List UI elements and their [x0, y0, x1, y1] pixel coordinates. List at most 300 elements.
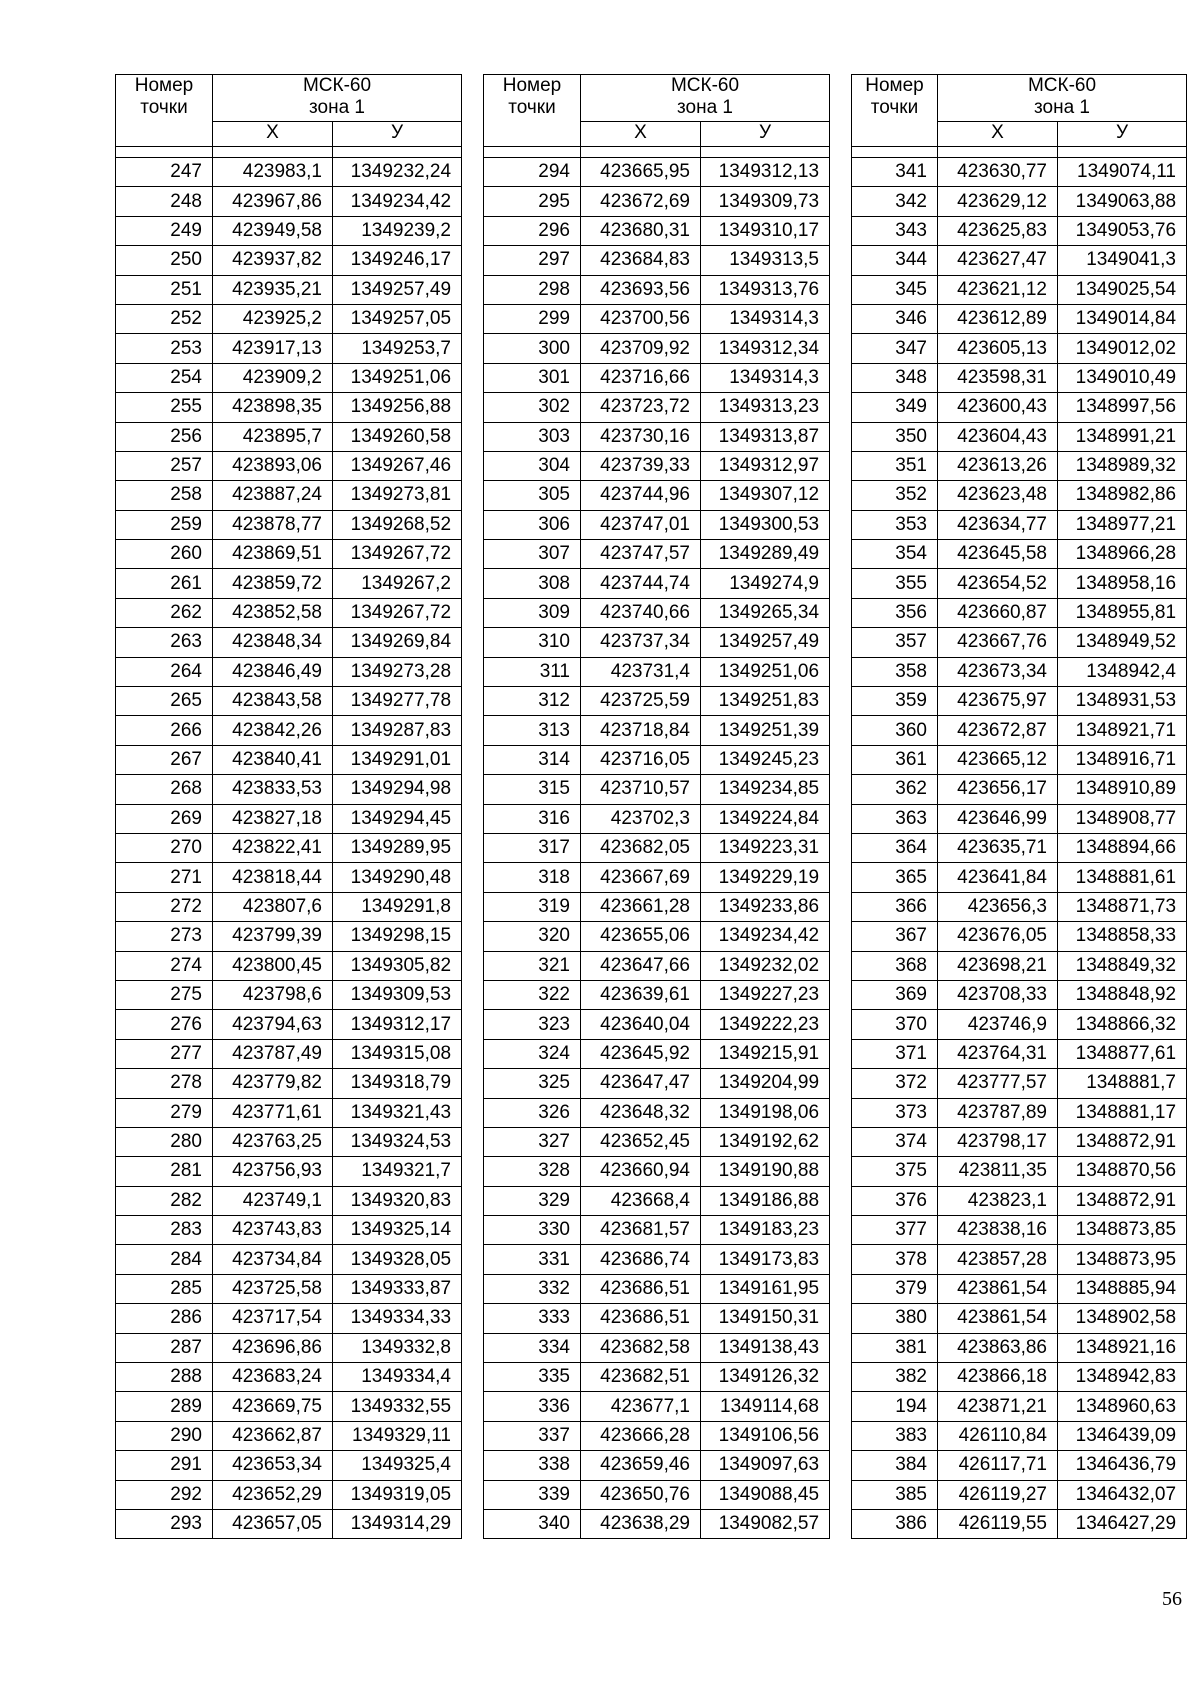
y-coord-cell: 1349234,42 [701, 922, 830, 951]
x-coord-cell: 423857,28 [938, 1245, 1058, 1274]
table-row [116, 1421, 462, 1450]
point-number-cell: 253 [116, 334, 213, 363]
y-coord-cell: 1348848,92 [1058, 980, 1187, 1009]
x-coord-cell: 423665,95 [581, 158, 701, 187]
y-coord-cell: 1348966,28 [1058, 540, 1187, 569]
y-coord-cell: 1349074,11 [1058, 158, 1187, 187]
point-number-cell: 334 [484, 1333, 581, 1362]
y-coord-cell: 1349324,53 [333, 1127, 462, 1156]
y-coord-cell: 1348908,77 [1058, 804, 1187, 833]
x-coord-cell: 423967,86 [213, 187, 333, 216]
x-coord-cell: 423656,17 [938, 775, 1058, 804]
y-coord-cell: 1349192,62 [701, 1127, 830, 1156]
x-coord-cell: 423660,94 [581, 1157, 701, 1186]
x-coord-cell: 423652,45 [581, 1127, 701, 1156]
x-coord-cell: 423604,43 [938, 422, 1058, 451]
y-coord-cell: 1348870,56 [1058, 1157, 1187, 1186]
coords-table-2 [483, 74, 830, 1539]
point-number-cell: 347 [852, 334, 938, 363]
x-coord-cell: 423641,84 [938, 863, 1058, 892]
table-row [116, 833, 462, 862]
y-coord-cell: 1349245,23 [701, 745, 830, 774]
table-row [484, 1392, 830, 1421]
x-coord-cell: 423640,04 [581, 1010, 701, 1039]
point-number-cell: 314 [484, 745, 581, 774]
table-row [852, 187, 1187, 216]
x-coord-cell: 423744,74 [581, 569, 701, 598]
table-row [852, 716, 1187, 745]
y-coord-cell: 1349300,53 [701, 510, 830, 539]
point-number-cell: 194 [852, 1392, 938, 1421]
x-coord-cell: 423787,89 [938, 1098, 1058, 1127]
y-coord-cell: 1349257,49 [701, 628, 830, 657]
point-number-cell: 287 [116, 1333, 213, 1362]
point-number-cell: 280 [116, 1127, 213, 1156]
y-coord-cell: 1348872,91 [1058, 1186, 1187, 1215]
point-number-cell: 331 [484, 1245, 581, 1274]
table-row [852, 833, 1187, 862]
y-coord-cell: 1349063,88 [1058, 187, 1187, 216]
x-coord-cell: 423680,31 [581, 216, 701, 245]
y-coord-cell: 1349329,11 [333, 1421, 462, 1450]
point-number-cell: 318 [484, 863, 581, 892]
coords-table-3 [851, 74, 1187, 1539]
table-row [116, 1274, 462, 1303]
x-coord-cell: 423798,6 [213, 980, 333, 1009]
y-coord-cell: 1349321,43 [333, 1098, 462, 1127]
y-coord-cell: 1349290,48 [333, 863, 462, 892]
y-coord-cell: 1349251,06 [333, 363, 462, 392]
point-number-cell: 345 [852, 275, 938, 304]
point-number-cell: 269 [116, 804, 213, 833]
x-coord-cell: 423744,96 [581, 481, 701, 510]
y-coord-cell: 1349267,46 [333, 451, 462, 480]
x-coord-cell: 423675,97 [938, 687, 1058, 716]
x-coord-cell: 423730,16 [581, 422, 701, 451]
x-coord-cell: 423840,41 [213, 745, 333, 774]
point-number-cell: 386 [852, 1509, 938, 1538]
y-coord-cell: 1349251,83 [701, 687, 830, 716]
point-number-cell: 341 [852, 158, 938, 187]
y-coord-cell: 1349224,84 [701, 804, 830, 833]
point-number-cell: 307 [484, 540, 581, 569]
y-coord-cell: 1348921,71 [1058, 716, 1187, 745]
table-row [852, 275, 1187, 304]
point-number-cell: 276 [116, 1010, 213, 1039]
table-row [852, 687, 1187, 716]
table-row [484, 951, 830, 980]
x-coord-cell: 423639,61 [581, 980, 701, 1009]
y-coord-cell: 1348977,21 [1058, 510, 1187, 539]
y-coord-cell: 1348960,63 [1058, 1392, 1187, 1421]
point-number-cell: 247 [116, 158, 213, 187]
x-coord-cell: 423747,57 [581, 540, 701, 569]
table-row [116, 1304, 462, 1333]
header-x: X [213, 122, 333, 147]
table-row [852, 481, 1187, 510]
x-coord-cell: 423682,58 [581, 1333, 701, 1362]
table-row [116, 1333, 462, 1362]
x-coord-cell: 423749,1 [213, 1186, 333, 1215]
point-number-cell: 319 [484, 892, 581, 921]
table-row [484, 775, 830, 804]
table-row [852, 363, 1187, 392]
point-number-cell: 365 [852, 863, 938, 892]
x-coord-cell: 423723,72 [581, 393, 701, 422]
table-row [484, 892, 830, 921]
x-coord-cell: 423764,31 [938, 1039, 1058, 1068]
table-row [852, 657, 1187, 686]
y-coord-cell: 1348982,86 [1058, 481, 1187, 510]
table-row [116, 922, 462, 951]
x-coord-cell: 423771,61 [213, 1098, 333, 1127]
y-coord-cell: 1346436,79 [1058, 1451, 1187, 1480]
x-coord-cell: 423846,49 [213, 657, 333, 686]
x-coord-cell: 423718,84 [581, 716, 701, 745]
x-coord-cell: 423827,18 [213, 804, 333, 833]
header-coord-system: МСК-60 зона 1 [213, 75, 462, 122]
y-coord-cell: 1349256,88 [333, 393, 462, 422]
header-point-number: Номер точки [852, 75, 938, 147]
x-coord-cell: 423605,13 [938, 334, 1058, 363]
x-coord-cell: 423739,33 [581, 451, 701, 480]
x-coord-cell: 423645,58 [938, 540, 1058, 569]
y-coord-cell: 1349334,33 [333, 1304, 462, 1333]
point-number-cell: 362 [852, 775, 938, 804]
point-number-cell: 286 [116, 1304, 213, 1333]
point-number-cell: 353 [852, 510, 938, 539]
table-row [852, 1480, 1187, 1509]
table-row [852, 158, 1187, 187]
table-row [116, 304, 462, 333]
table-row [484, 481, 830, 510]
x-coord-cell: 423763,25 [213, 1127, 333, 1156]
x-coord-cell: 423787,49 [213, 1039, 333, 1068]
x-coord-cell: 423716,05 [581, 745, 701, 774]
x-coord-cell: 423937,82 [213, 246, 333, 275]
coords-table-1 [115, 74, 462, 1539]
header-y: У [333, 122, 462, 147]
table-row [484, 1480, 830, 1509]
point-number-cell: 382 [852, 1363, 938, 1392]
table-row [852, 1186, 1187, 1215]
y-coord-cell: 1349114,68 [701, 1392, 830, 1421]
point-number-cell: 284 [116, 1245, 213, 1274]
table-row [484, 216, 830, 245]
x-coord-cell: 423799,39 [213, 922, 333, 951]
y-coord-cell: 1348949,52 [1058, 628, 1187, 657]
table-row [484, 275, 830, 304]
table-row [484, 1509, 830, 1538]
y-coord-cell: 1348872,91 [1058, 1127, 1187, 1156]
point-number-cell: 363 [852, 804, 938, 833]
table-row [852, 892, 1187, 921]
point-number-cell: 367 [852, 922, 938, 951]
x-coord-cell: 423700,56 [581, 304, 701, 333]
point-number-cell: 370 [852, 1010, 938, 1039]
x-coord-cell: 423646,99 [938, 804, 1058, 833]
table-row [484, 804, 830, 833]
y-coord-cell: 1349268,52 [333, 510, 462, 539]
y-coord-cell: 1348942,83 [1058, 1363, 1187, 1392]
x-coord-cell: 423798,17 [938, 1127, 1058, 1156]
y-coord-cell: 1349257,05 [333, 304, 462, 333]
point-number-cell: 381 [852, 1333, 938, 1362]
x-coord-cell: 423686,74 [581, 1245, 701, 1274]
point-number-cell: 325 [484, 1069, 581, 1098]
point-number-cell: 259 [116, 510, 213, 539]
y-coord-cell: 1348931,53 [1058, 687, 1187, 716]
table-row [116, 422, 462, 451]
point-number-cell: 384 [852, 1451, 938, 1480]
table-row [116, 510, 462, 539]
table-row [484, 1451, 830, 1480]
table-row [116, 1157, 462, 1186]
x-coord-cell: 423613,26 [938, 451, 1058, 480]
x-coord-cell: 423638,29 [581, 1509, 701, 1538]
x-coord-cell: 423612,89 [938, 304, 1058, 333]
y-coord-cell: 1349312,34 [701, 334, 830, 363]
y-coord-cell: 1349233,86 [701, 892, 830, 921]
x-coord-cell: 423650,76 [581, 1480, 701, 1509]
x-coord-cell: 423630,77 [938, 158, 1058, 187]
table-row [484, 246, 830, 275]
x-coord-cell: 423935,21 [213, 275, 333, 304]
point-number-cell: 333 [484, 1304, 581, 1333]
y-coord-cell: 1349232,24 [333, 158, 462, 187]
table-row [116, 892, 462, 921]
y-coord-cell: 1349314,3 [701, 304, 830, 333]
y-coord-cell: 1349294,98 [333, 775, 462, 804]
x-coord-cell: 423833,53 [213, 775, 333, 804]
point-number-cell: 295 [484, 187, 581, 216]
x-coord-cell: 423731,4 [581, 657, 701, 686]
point-number-cell: 312 [484, 687, 581, 716]
table-row [484, 1216, 830, 1245]
table-row [116, 481, 462, 510]
x-coord-cell: 423629,12 [938, 187, 1058, 216]
x-coord-cell: 423909,2 [213, 363, 333, 392]
table-row [484, 422, 830, 451]
point-number-cell: 339 [484, 1480, 581, 1509]
point-number-cell: 323 [484, 1010, 581, 1039]
point-number-cell: 350 [852, 422, 938, 451]
y-coord-cell: 1349289,95 [333, 833, 462, 862]
table-row [116, 598, 462, 627]
x-coord-cell: 423709,92 [581, 334, 701, 363]
point-number-cell: 252 [116, 304, 213, 333]
y-coord-cell: 1348997,56 [1058, 393, 1187, 422]
x-coord-cell: 423647,47 [581, 1069, 701, 1098]
x-coord-cell: 423600,43 [938, 393, 1058, 422]
y-coord-cell: 1349313,76 [701, 275, 830, 304]
point-number-cell: 304 [484, 451, 581, 480]
x-coord-cell: 423668,4 [581, 1186, 701, 1215]
point-number-cell: 257 [116, 451, 213, 480]
y-coord-cell: 1349190,88 [701, 1157, 830, 1186]
y-coord-cell: 1349097,63 [701, 1451, 830, 1480]
x-coord-cell: 423777,57 [938, 1069, 1058, 1098]
y-coord-cell: 1348858,33 [1058, 922, 1187, 951]
y-coord-cell: 1349325,4 [333, 1451, 462, 1480]
point-number-cell: 349 [852, 393, 938, 422]
table-row [116, 687, 462, 716]
x-coord-cell: 423861,54 [938, 1274, 1058, 1303]
x-coord-cell: 426117,71 [938, 1451, 1058, 1480]
y-coord-cell: 1348885,94 [1058, 1274, 1187, 1303]
x-coord-cell: 423647,66 [581, 951, 701, 980]
x-coord-cell: 423598,31 [938, 363, 1058, 392]
x-coord-cell: 423848,34 [213, 628, 333, 657]
y-coord-cell: 1349150,31 [701, 1304, 830, 1333]
table-row [116, 1098, 462, 1127]
table-row [852, 451, 1187, 480]
table-row [852, 422, 1187, 451]
y-coord-cell: 1349312,97 [701, 451, 830, 480]
point-number-cell: 374 [852, 1127, 938, 1156]
point-number-cell: 302 [484, 393, 581, 422]
x-coord-cell: 423665,12 [938, 745, 1058, 774]
y-coord-cell: 1346439,09 [1058, 1421, 1187, 1450]
point-number-cell: 298 [484, 275, 581, 304]
y-coord-cell: 1348881,61 [1058, 863, 1187, 892]
point-number-cell: 335 [484, 1363, 581, 1392]
table-row [116, 1480, 462, 1509]
x-coord-cell: 423983,1 [213, 158, 333, 187]
point-number-cell: 320 [484, 922, 581, 951]
x-coord-cell: 423698,21 [938, 951, 1058, 980]
y-coord-cell: 1348894,66 [1058, 833, 1187, 862]
point-number-cell: 357 [852, 628, 938, 657]
point-number-cell: 383 [852, 1421, 938, 1450]
x-coord-cell: 423871,21 [938, 1392, 1058, 1421]
point-number-cell: 338 [484, 1451, 581, 1480]
table-row [852, 1363, 1187, 1392]
x-coord-cell: 423898,35 [213, 393, 333, 422]
y-coord-cell: 1348873,85 [1058, 1216, 1187, 1245]
table-row [484, 1304, 830, 1333]
point-number-cell: 324 [484, 1039, 581, 1068]
table-row [852, 951, 1187, 980]
x-coord-cell: 423708,33 [938, 980, 1058, 1009]
table-row [852, 1392, 1187, 1421]
point-number-cell: 378 [852, 1245, 938, 1274]
point-number-cell: 373 [852, 1098, 938, 1127]
table-row [852, 1127, 1187, 1156]
y-coord-cell: 1349313,5 [701, 246, 830, 275]
y-coord-cell: 1349315,08 [333, 1039, 462, 1068]
y-coord-cell: 1349183,23 [701, 1216, 830, 1245]
table-row [484, 510, 830, 539]
y-coord-cell: 1349287,83 [333, 716, 462, 745]
table-row [484, 657, 830, 686]
x-coord-cell: 423656,3 [938, 892, 1058, 921]
x-coord-cell: 423800,45 [213, 951, 333, 980]
y-coord-cell: 1346432,07 [1058, 1480, 1187, 1509]
x-coord-cell: 423667,76 [938, 628, 1058, 657]
y-coord-cell: 1349334,4 [333, 1363, 462, 1392]
point-number-cell: 296 [484, 216, 581, 245]
table-row [484, 628, 830, 657]
y-coord-cell: 1349332,55 [333, 1392, 462, 1421]
point-number-cell: 263 [116, 628, 213, 657]
x-coord-cell: 423859,72 [213, 569, 333, 598]
point-number-cell: 368 [852, 951, 938, 980]
y-coord-cell: 1349257,49 [333, 275, 462, 304]
x-coord-cell: 423660,87 [938, 598, 1058, 627]
x-coord-cell: 426110,84 [938, 1421, 1058, 1450]
y-coord-cell: 1348942,4 [1058, 657, 1187, 686]
point-number-cell: 317 [484, 833, 581, 862]
y-coord-cell: 1349313,87 [701, 422, 830, 451]
table-row [116, 1451, 462, 1480]
table-row [852, 1509, 1187, 1538]
x-coord-cell: 423878,77 [213, 510, 333, 539]
table-row [852, 980, 1187, 1009]
x-coord-cell: 423645,92 [581, 1039, 701, 1068]
y-coord-cell: 1349088,45 [701, 1480, 830, 1509]
point-number-cell: 346 [852, 304, 938, 333]
table-row [484, 158, 830, 187]
table-row [852, 1304, 1187, 1333]
x-coord-cell: 423686,51 [581, 1274, 701, 1303]
point-number-cell: 282 [116, 1186, 213, 1215]
x-coord-cell: 423823,1 [938, 1186, 1058, 1215]
x-coord-cell: 423653,34 [213, 1451, 333, 1480]
y-coord-cell: 1349014,84 [1058, 304, 1187, 333]
table-row [852, 1245, 1187, 1274]
point-number-cell: 329 [484, 1186, 581, 1215]
point-number-cell: 291 [116, 1451, 213, 1480]
y-coord-cell: 1349328,05 [333, 1245, 462, 1274]
x-coord-cell: 423746,9 [938, 1010, 1058, 1039]
table-row [116, 1245, 462, 1274]
point-number-cell: 332 [484, 1274, 581, 1303]
x-coord-cell: 423648,32 [581, 1098, 701, 1127]
table-row [116, 246, 462, 275]
x-coord-cell: 423838,16 [938, 1216, 1058, 1245]
y-coord-cell: 1349173,83 [701, 1245, 830, 1274]
point-number-cell: 268 [116, 775, 213, 804]
point-number-cell: 249 [116, 216, 213, 245]
x-coord-cell: 423682,05 [581, 833, 701, 862]
point-number-cell: 267 [116, 745, 213, 774]
table-row [116, 1186, 462, 1215]
point-number-cell: 306 [484, 510, 581, 539]
y-coord-cell: 1349232,02 [701, 951, 830, 980]
point-number-cell: 344 [852, 246, 938, 275]
point-number-cell: 377 [852, 1216, 938, 1245]
point-number-cell: 293 [116, 1509, 213, 1538]
y-coord-cell: 1348958,16 [1058, 569, 1187, 598]
x-coord-cell: 423779,82 [213, 1069, 333, 1098]
y-coord-cell: 1348877,61 [1058, 1039, 1187, 1068]
y-coord-cell: 1349234,42 [333, 187, 462, 216]
table-row [484, 745, 830, 774]
table-row [852, 540, 1187, 569]
table-row [484, 1421, 830, 1450]
point-number-cell: 352 [852, 481, 938, 510]
point-number-cell: 328 [484, 1157, 581, 1186]
point-number-cell: 273 [116, 922, 213, 951]
y-coord-cell: 1349198,06 [701, 1098, 830, 1127]
table-row [116, 187, 462, 216]
table-row [116, 1216, 462, 1245]
y-coord-cell: 1348881,17 [1058, 1098, 1187, 1127]
point-number-cell: 369 [852, 980, 938, 1009]
y-coord-cell: 1349294,45 [333, 804, 462, 833]
y-coord-cell: 1349204,99 [701, 1069, 830, 1098]
